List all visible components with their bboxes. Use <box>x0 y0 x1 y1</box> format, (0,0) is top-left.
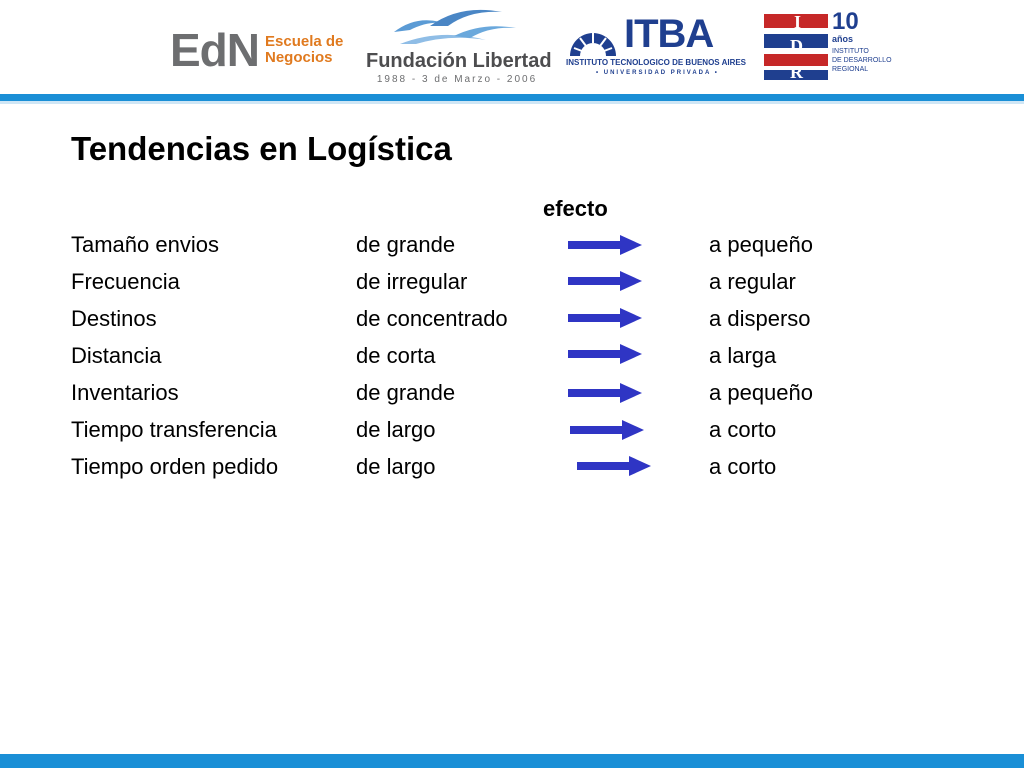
birds-icon <box>390 6 520 50</box>
edn-logo <box>170 22 343 78</box>
flag-icon <box>764 12 830 80</box>
fundacion-libertad-logo <box>366 6 552 86</box>
to-value: a pequeño <box>709 380 813 405</box>
svg-text:R: R <box>790 62 803 80</box>
bottom-stripe <box>0 754 1024 768</box>
slide-title: Tendencias en Logística <box>71 130 452 167</box>
idr-logo-line2: DE DESARROLLO <box>832 57 892 64</box>
from-value: de corta <box>356 343 436 368</box>
to-value: a disperso <box>709 306 811 331</box>
logo-header <box>0 0 1024 94</box>
to-value: a regular <box>709 269 796 294</box>
to-value: a larga <box>709 343 777 368</box>
to-value: a pequeño <box>709 232 813 257</box>
idr-logo-line3: REGIONAL <box>832 66 869 73</box>
from-value: de grande <box>356 232 456 257</box>
from-value: de irregular <box>356 269 468 294</box>
to-value: a corto <box>709 454 777 479</box>
from-value: de largo <box>356 417 436 442</box>
svg-text:I: I <box>794 12 802 32</box>
from-value: de largo <box>356 454 436 479</box>
factor-label: Tiempo orden pedido <box>71 454 279 479</box>
factor-label: Frecuencia <box>71 269 180 294</box>
edn-logo-text <box>265 34 343 66</box>
edn-logo-mark: EdN <box>170 24 259 76</box>
right-arrow-icon <box>577 455 651 477</box>
from-value: de grande <box>356 380 456 405</box>
top-stripe <box>0 94 1024 101</box>
right-arrow-icon <box>570 419 644 441</box>
idr-logo-number: 10 <box>832 8 859 35</box>
idr-logo-anos: años <box>832 34 854 44</box>
from-value: de concentrado <box>356 306 508 331</box>
right-arrow-icon <box>568 382 642 404</box>
itba-logo-subtitle: INSTITUTO TECNOLOGICO DE BUENOS AIRES <box>566 58 747 67</box>
right-arrow-icon <box>568 343 642 365</box>
top-stripe-highlight <box>0 101 1024 104</box>
gear-icon <box>566 20 620 58</box>
to-value: a corto <box>709 417 777 442</box>
right-arrow-icon <box>568 234 642 256</box>
fundacion-logo-name: Fundación Libertad <box>366 50 552 72</box>
factor-label: Tamaño envios <box>71 232 219 257</box>
svg-text:D: D <box>790 36 803 56</box>
factor-label: Inventarios <box>71 380 179 405</box>
edn-logo-line1: Escuela de <box>265 33 344 51</box>
itba-logo-word: ITBA <box>624 12 714 56</box>
factor-label: Destinos <box>71 306 157 331</box>
right-arrow-icon <box>568 307 642 329</box>
fundacion-logo-dates: 1988 - 3 de Marzo - 2006 <box>376 74 538 85</box>
idr-logo <box>764 10 904 82</box>
itba-logo <box>566 14 748 78</box>
itba-logo-subtitle-2: • UNIVERSIDAD PRIVADA • <box>596 70 719 76</box>
effect-column-header: efecto <box>543 196 608 221</box>
factor-label: Distancia <box>71 343 162 368</box>
right-arrow-icon <box>568 270 642 292</box>
idr-logo-line1: INSTITUTO <box>832 48 869 55</box>
edn-logo-line2: Negocios <box>265 49 333 66</box>
factor-label: Tiempo transferencia <box>71 417 277 442</box>
